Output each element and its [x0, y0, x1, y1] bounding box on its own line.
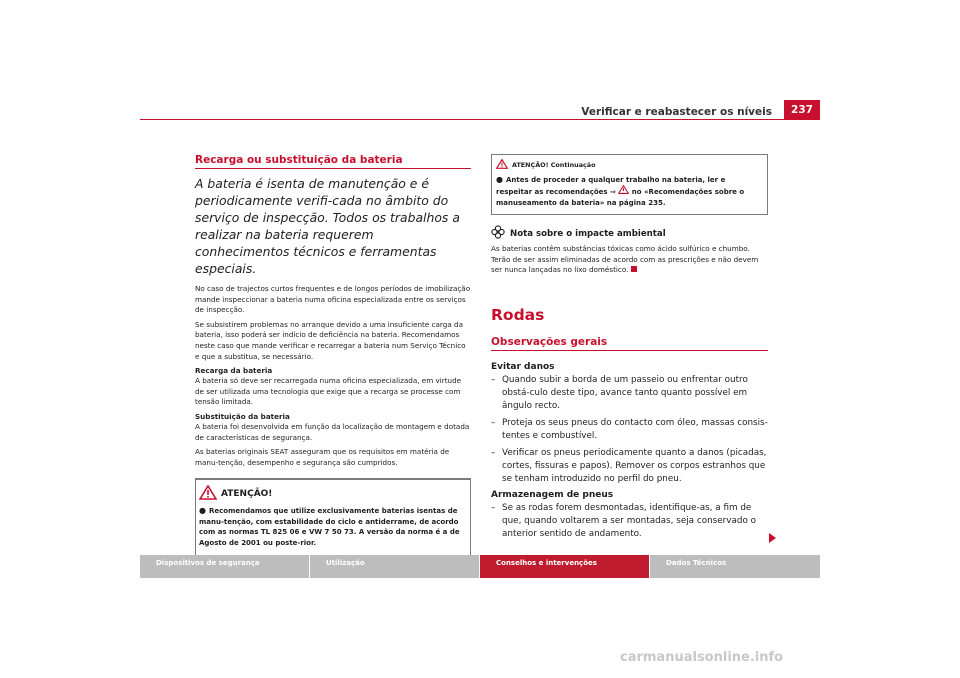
subheading-replacement: Substituição da bateria	[195, 411, 290, 421]
footer-tab-safety[interactable]: Dispositivos de segurança	[140, 555, 310, 578]
intro-paragraph: A bateria é isenta de manutenção e é periodicamente verifi-cada no âmbito do serviço de inspecção. Todos os trabalhos a realizar na bateria requerem conhecimentos técnicos e ferramentas especiais.	[195, 176, 460, 276]
warning-continuation-box	[491, 154, 768, 215]
chapter-title: Rodas	[491, 306, 545, 324]
environment-flower-icon	[491, 225, 505, 242]
next-page-arrow-icon[interactable]	[769, 533, 776, 543]
warning-triangle-icon	[618, 188, 629, 196]
warning-continuation-header	[496, 159, 762, 171]
bullet-dot-icon: ●	[199, 506, 206, 516]
list-tyre-storage	[491, 502, 768, 541]
paragraph: A bateria foi desenvolvida em função da localização de montagem e dotada de características de segurança.	[195, 421, 470, 442]
footer-tab-technical-data[interactable]: Dados Técnicos	[650, 555, 820, 578]
header-rule	[140, 119, 820, 120]
warning-triangle-icon	[496, 159, 508, 171]
paragraph: No caso de trajectos curtos frequentes e de longos períodos de imobilização mande inspeccionar a bateria numa oficina especializada entre os serviços de inspecção.	[195, 284, 471, 315]
watermark: carmanualsonline.info	[620, 650, 784, 665]
environment-note-header	[491, 225, 768, 242]
warning-triangle-icon	[199, 485, 217, 503]
left-column	[195, 154, 471, 557]
warning-continuation-title: ATENÇÃO! Continuação	[512, 161, 596, 169]
footer-nav	[140, 555, 820, 578]
footer-tab-operation[interactable]: Utilização	[310, 555, 480, 578]
page-number: 237	[784, 100, 820, 119]
subheading-recharge: Recarga da bateria	[195, 366, 273, 376]
warning-text: ● Recomendamos que utilize exclusivamente baterias isentas de manu-tenção, com estabilidade do ciclo e antiderrame, de acordo com as normas TL 825 06 e VW 7 50 73. A versão da norma é a de Agosto de 2001 ou poste-rior.	[199, 506, 460, 547]
section-title-general: Observações gerais	[491, 336, 768, 351]
warning-box	[195, 478, 471, 557]
end-of-section-marker	[631, 266, 637, 272]
right-column	[491, 154, 768, 545]
section-title-battery: Recarga ou substituição da bateria	[195, 154, 471, 169]
list-item: – Verificar os pneus periodicamente quanto a danos (picadas, cortes, fissuras e papos). Remover os corpos estranhos que se tenham introduzido no perfil do pneu.	[491, 448, 767, 484]
footer-tab-advice[interactable]: Conselhos e intervenções	[480, 555, 650, 578]
page-header-title: Verificar e reabastecer os níveis	[581, 106, 772, 118]
list-item: – Quando subir a borda de um passeio ou enfrentar outro obstá-culo deste tipo, avance tanto quanto possível em ângulo recto.	[491, 375, 748, 411]
list-avoid-damage	[491, 374, 768, 486]
reference-arrow: ⇒	[610, 188, 616, 197]
paragraph: A bateria só deve ser recarregada numa oficina especializada, em virtude de ser utilizada uma tecnologia que exige que a recarga se processe com tensão limitada.	[195, 376, 462, 407]
paragraph: Se subsistirem problemas no arranque devido a uma insuficiente carga da bateria, isso poderá ser indício de deficiência na bateria. Recomendamos neste caso que mande verificar e recarregar a bateria num Serviço Técnico e que a substitua, se necessário.	[195, 319, 466, 361]
bullet-dot-icon: ●	[496, 175, 503, 184]
subheading-avoid-damage: Evitar danos	[491, 362, 555, 372]
environment-note-text: As baterias contêm substâncias tóxicas como ácido sulfúrico e chumbo. Terão de ser assim eliminadas de acordo com as prescrições e não devem ser nunca lançadas no lixo doméstico.	[491, 244, 759, 275]
warning-continuation-text: ● Antes de proceder a qualquer trabalho na bateria, ler e respeitar as recomendações ⇒ no «Recomendações sobre o manuseamento da bateria» na página 235.	[496, 175, 745, 207]
warning-title: ATENÇÃO!	[221, 489, 273, 500]
subheading-tyre-storage: Armazenagem de pneus	[491, 490, 614, 500]
list-item: – Se as rodas forem desmontadas, identifique-as, a fim de que, quando voltarem a ser montadas, seja conservado o anterior sentido de andamento.	[491, 503, 757, 539]
list-item: – Proteja os seus pneus do contacto com óleo, massas consis-tentes e combustível.	[491, 418, 768, 441]
environment-note-title: Nota sobre o impacte ambiental	[510, 228, 666, 239]
warning-header	[199, 485, 465, 503]
paragraph: As baterias originais SEAT asseguram que os requisitos em matéria de manu-tenção, desempenho e segurança são cumpridos.	[195, 447, 450, 467]
